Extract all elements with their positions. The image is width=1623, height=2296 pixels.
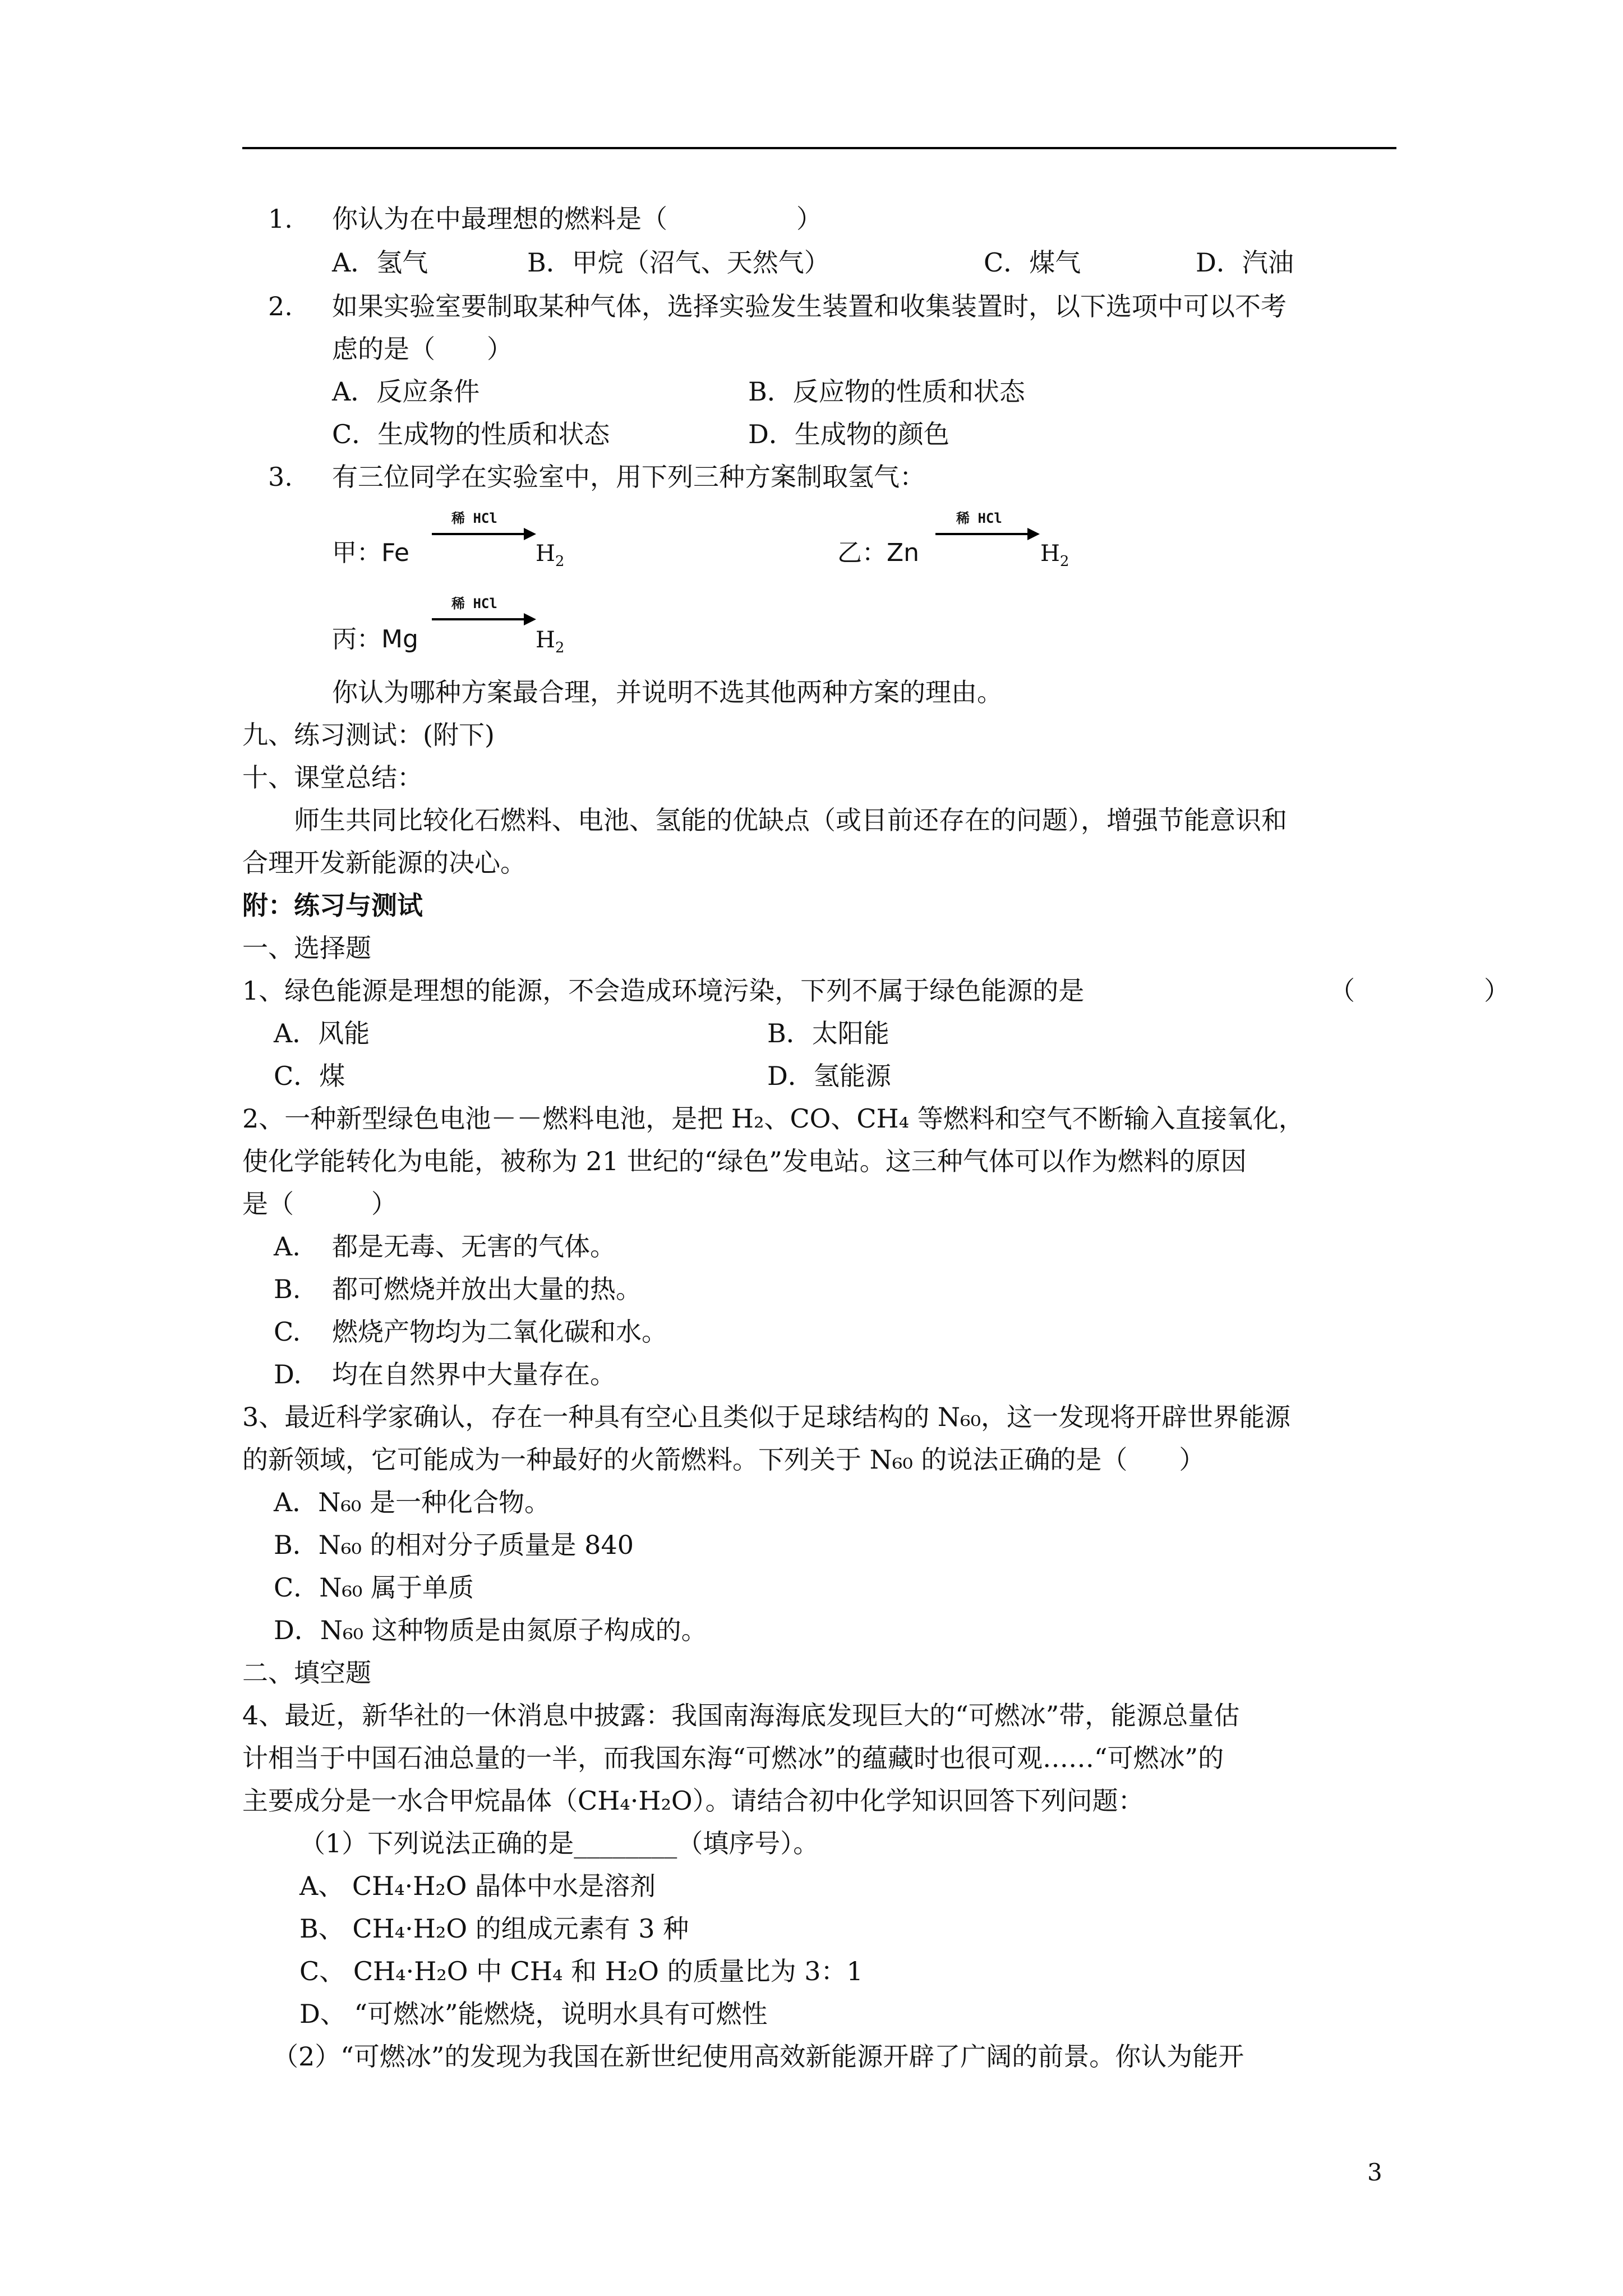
q1-option-d: D．汽油 bbox=[1196, 247, 1294, 278]
header-rule bbox=[242, 147, 1396, 149]
p4-option-b: B、 CH₄·H₂O 的组成元素有 3 种 bbox=[299, 1913, 689, 1944]
reaction-bing-product: $H_2$ bbox=[536, 627, 565, 656]
section-ten-heading: 十、课堂总结： bbox=[242, 762, 423, 793]
reaction-jia-arrow bbox=[432, 533, 533, 535]
q2-option-d: D．生成物的颜色 bbox=[748, 419, 949, 449]
p1-option-b: B．太阳能 bbox=[767, 1018, 889, 1048]
p1-answer-paren: （ ） bbox=[1329, 976, 1510, 1006]
q2-number: 2. bbox=[268, 291, 293, 321]
p4-line-3: 主要成分是一水合甲烷晶体（CH₄·H₂O）。请结合初中化学知识回答下列问题： bbox=[242, 1786, 1144, 1816]
summary-line-2: 合理开发新能源的决心。 bbox=[242, 848, 526, 878]
q1-option-a: A．氢气 bbox=[332, 247, 428, 278]
p2-option-c: 燃烧产物均为二氧化碳和水。 bbox=[332, 1317, 667, 1347]
q1-option-c: C．煤气 bbox=[984, 247, 1081, 278]
reaction-yi-label: 乙：Zn bbox=[837, 539, 920, 567]
p2-option-d-label: D. bbox=[274, 1359, 302, 1389]
part-one-heading: 一、选择题 bbox=[242, 933, 371, 963]
reaction-bing-arrow bbox=[432, 618, 533, 620]
p1-option-c: C．煤 bbox=[274, 1061, 345, 1091]
reaction-jia-label: 甲：Fe bbox=[332, 539, 409, 567]
p4-option-a: A、 CH₄·H₂O 晶体中水是溶剂 bbox=[299, 1871, 656, 1901]
p4-sub-question-1: （1）下列说法正确的是________（填序号）。 bbox=[299, 1828, 819, 1858]
q1-number: 1. bbox=[268, 204, 293, 234]
p2-line-2: 使化学能转化为电能，被称为 21 世纪的“绿色”发电站。这三种气体可以作为燃料的原因 bbox=[242, 1146, 1247, 1176]
q1-option-b: B．甲烷（沼气、天然气） bbox=[527, 247, 830, 278]
p4-option-d: D、 “可燃冰”能燃烧，说明水具有可燃性 bbox=[299, 1999, 768, 2029]
reaction-yi-product: $H_2$ bbox=[1040, 541, 1069, 570]
p3-option-c: C．N₆₀ 属于单质 bbox=[274, 1572, 474, 1603]
p4-sub-question-2: （2）“可燃冰”的发现为我国在新世纪使用高效新能源开辟了广阔的前景。你认为能开 bbox=[273, 2041, 1244, 2072]
p2-option-b: 都可燃烧并放出大量的热。 bbox=[332, 1274, 642, 1304]
q3-text: 有三位同学在实验室中，用下列三种方案制取氢气： bbox=[332, 462, 925, 492]
page-number: 3 bbox=[1367, 2159, 1382, 2186]
reaction-jia-product: $H_2$ bbox=[536, 541, 565, 570]
reaction-yi-reagent: 稀 HCl bbox=[956, 510, 1002, 526]
summary-line-1: 师生共同比较化石燃料、电池、氢能的优缺点（或目前还存在的问题），增强节能意识和 bbox=[294, 805, 1287, 835]
p1-option-a: A．风能 bbox=[274, 1018, 370, 1048]
p3-option-a: A．N₆₀ 是一种化合物。 bbox=[274, 1487, 550, 1517]
p2-line-1: 2、一种新型绿色电池－－燃料电池，是把 H₂、CO、CH₄ 等燃料和空气不断输入直接氧化， bbox=[242, 1103, 1304, 1134]
q2-option-b: B．反应物的性质和状态 bbox=[748, 376, 1025, 407]
q1-text: 你认为在中最理想的燃料是（ ） bbox=[332, 204, 822, 234]
p3-option-b: B．N₆₀ 的相对分子质量是 840 bbox=[274, 1530, 634, 1560]
p4-option-c: C、 CH₄·H₂O 中 CH₄ 和 H₂O 的质量比为 3：1 bbox=[299, 1956, 863, 1986]
p2-option-a: 都是无毒、无害的气体。 bbox=[332, 1231, 616, 1262]
p2-option-a-label: A. bbox=[274, 1231, 301, 1262]
q2-option-a: A．反应条件 bbox=[332, 376, 480, 407]
reaction-bing-reagent: 稀 HCl bbox=[451, 596, 497, 611]
q3-question: 你认为哪种方案最合理，并说明不选其他两种方案的理由。 bbox=[332, 677, 1003, 707]
q2-text-line2: 虑的是（ ） bbox=[332, 334, 513, 364]
q2-text-line1: 如果实验室要制取某种气体，选择实验发生装置和收集装置时，以下选项中可以不考 bbox=[332, 291, 1287, 321]
reaction-jia-reagent: 稀 HCl bbox=[451, 510, 497, 526]
p4-line-2: 计相当于中国石油总量的一半，而我国东海“可燃冰”的蕴藏时也很可观……“可燃冰”的 bbox=[242, 1743, 1224, 1773]
p3-line-2: 的新领域，它可能成为一种最好的火箭燃料。下列关于 N₆₀ 的说法正确的是（ ） bbox=[242, 1444, 1205, 1475]
p2-option-d: 均在自然界中大量存在。 bbox=[332, 1359, 616, 1389]
reaction-yi-arrow bbox=[935, 533, 1036, 535]
p2-line-3: 是（ ） bbox=[242, 1189, 397, 1219]
appendix-title: 附：练习与测试 bbox=[242, 890, 423, 921]
p3-line-1: 3、最近科学家确认，存在一种具有空心且类似于足球结构的 N₆₀，这一发现将开辟世界能源 bbox=[242, 1402, 1291, 1432]
p1-option-d: D．氢能源 bbox=[767, 1061, 891, 1091]
q2-option-c: C．生成物的性质和状态 bbox=[332, 419, 610, 449]
q3-number: 3. bbox=[268, 462, 293, 492]
section-nine-heading: 九、练习测试：(附下) bbox=[242, 720, 495, 750]
p1-question: 1、绿色能源是理想的能源，不会造成环境污染，下列不属于绿色能源的是 bbox=[242, 976, 1085, 1006]
p2-option-b-label: B. bbox=[274, 1274, 301, 1304]
p4-line-1: 4、最近，新华社的一休消息中披露：我国南海海底发现巨大的“可燃冰”带，能源总量估 bbox=[242, 1700, 1240, 1731]
p2-option-c-label: C. bbox=[274, 1317, 301, 1347]
p3-option-d: D．N₆₀ 这种物质是由氮原子构成的。 bbox=[274, 1615, 707, 1645]
reaction-bing-label: 丙：Mg bbox=[332, 625, 418, 654]
part-two-heading: 二、填空题 bbox=[242, 1658, 371, 1688]
